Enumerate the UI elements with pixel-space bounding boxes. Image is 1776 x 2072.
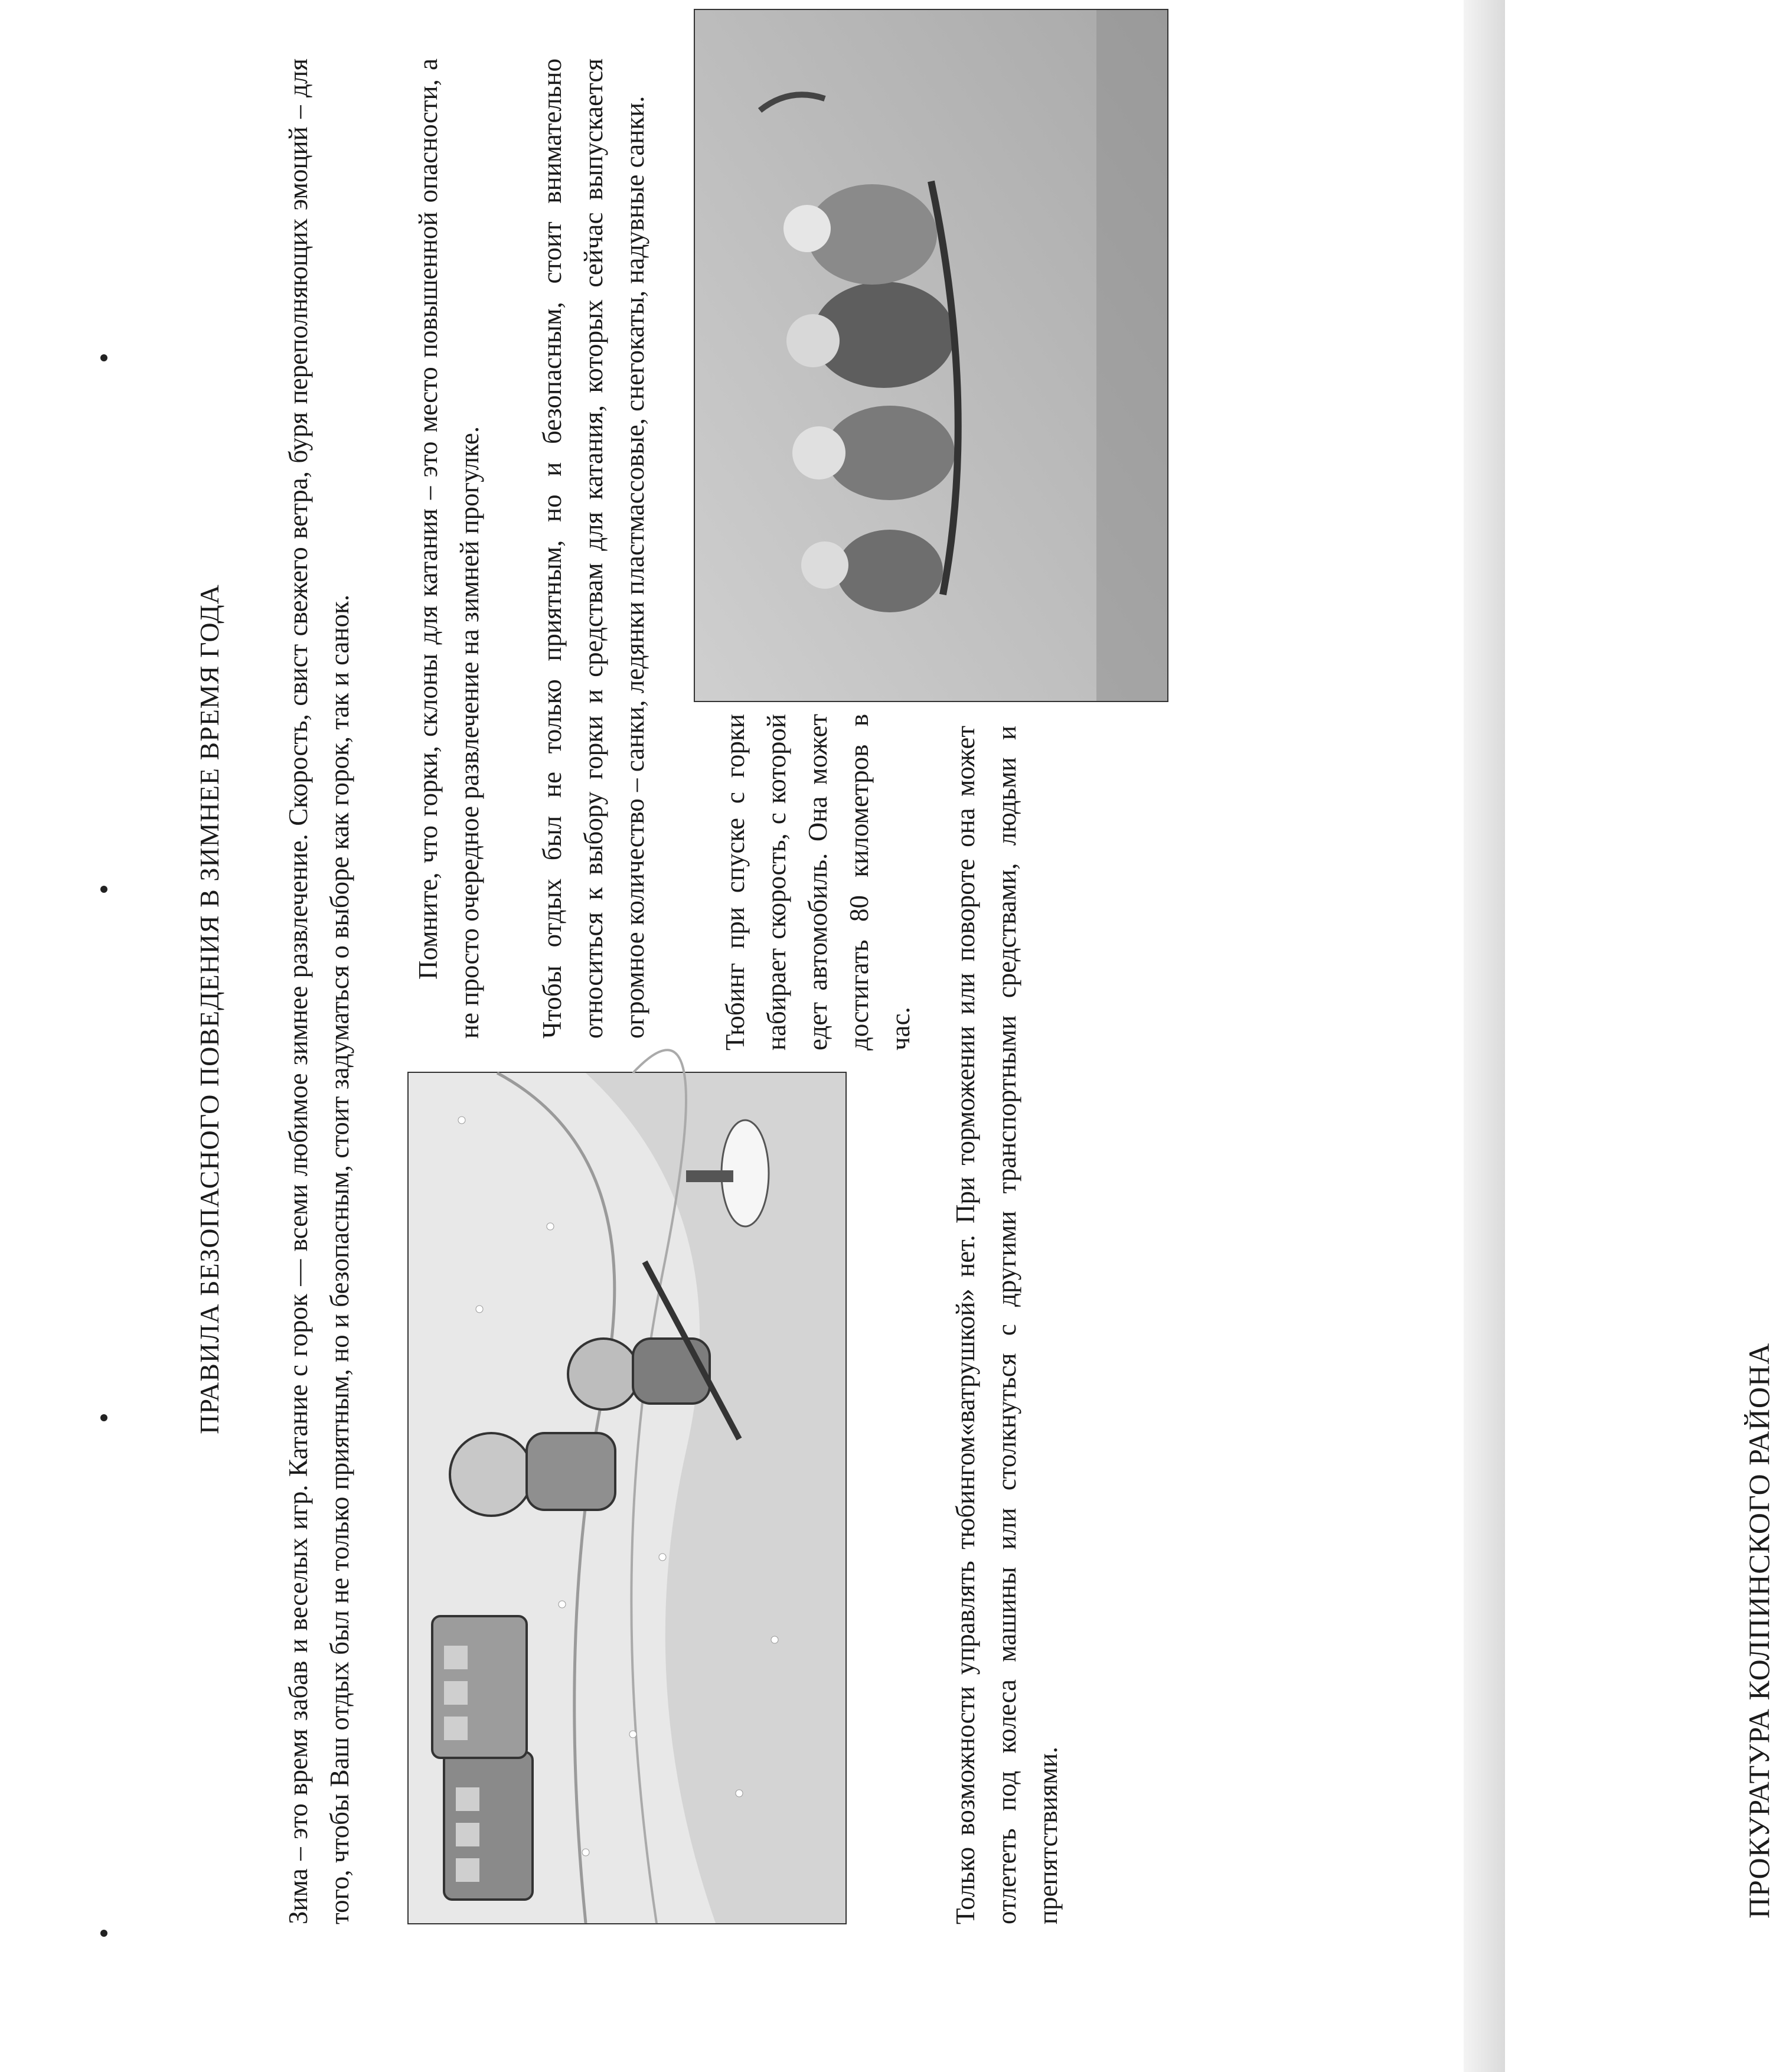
control-paragraph: Только возможности управлять тюбингом«ватрушкой» нет. При торможении или повороте она может отлететь под колеса машины или столкнуться с другими транспортными средствами, людьми и препятствиями. — [951, 726, 1063, 1924]
page-title: ПРАВИЛА БЕЗОПАСНОГО ПОВЕДЕНИЯ В ЗИМНЕЕ ВРЕМЯ ГОДА — [194, 584, 224, 1434]
photo-children-sledding — [694, 9, 1168, 702]
illustration-sledding-cartoon — [407, 1072, 847, 1924]
intro-paragraph: Зима – это время забав и веселых игр. Катание с горок — всеми любимое зимнее развлечение. Скорость, свист свежего ветра, буря переполняющих эмоций – для того, чтобы Ваш отдых был не только приятным, но и безопасным, стоит задуматься о выборе как горок, так и санок. — [283, 58, 354, 1924]
remember-paragraph: Помните, что горки, склоны для катания – это место повышенной опасности, а не просто очередное развлечение на зимней прогулке. — [413, 58, 484, 1039]
choice-paragraph: Чтобы отдых был не только приятным, но и безопасным, стоит внимательно относиться к выбору горки и средствам для катания, которых сейчас выпускается огромное количество – санки, ледянки пластмассовые, снегокаты, надувные санки. — [537, 58, 649, 1039]
tubing-paragraph: Тюбинг при спуске с горки набирает скорость, с которой едет автомобиль. Она может достигать 80 километров в час. — [720, 714, 915, 1050]
footer-signature: ПРОКУРАТУРА КОЛПИНСКОГО РАЙОНА — [1742, 1342, 1775, 1918]
